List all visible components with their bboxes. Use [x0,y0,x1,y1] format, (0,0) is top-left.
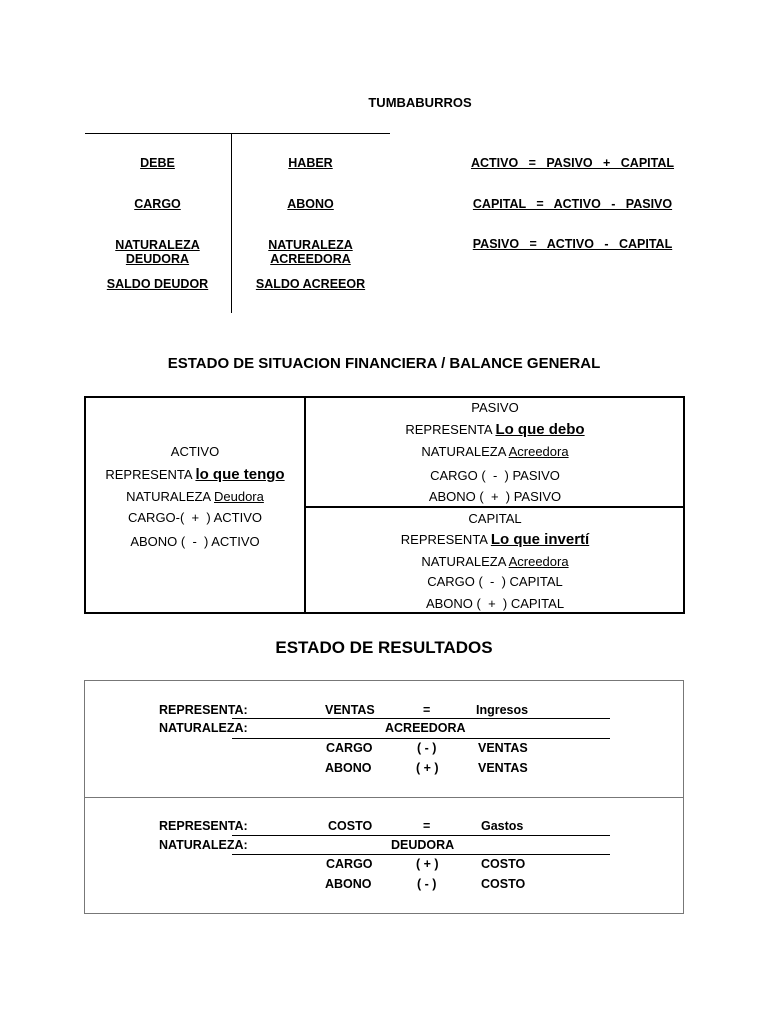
pasivo-title: PASIVO [471,400,519,415]
activo-represents [86,466,304,483]
gastos-abono-sign: ( - ) [417,877,437,891]
equation-pasivo: PASIVO = ACTIVO - CAPITAL [472,237,673,251]
gastos-nature-underline [232,854,610,855]
saldo-deudor-label: SALDO DEUDOR [106,277,209,291]
ingresos-nature: ACREEDORA [385,721,466,735]
activo-represents-prefix: REPRESENTA [105,467,196,482]
resultados-title: ESTADO DE RESULTADOS [275,638,493,657]
tumbaburros-title: TUMBABURROS [368,95,472,110]
capital-title: CAPITAL [468,511,522,526]
ingresos-cargo-target: VENTAS [478,741,528,755]
ingresos-nature-label: NATURALEZA: [159,721,248,735]
abono-label: ABONO [287,197,334,211]
activo-nature-value: Deudora [214,489,264,504]
capital-represents-prefix: REPRESENTA [400,532,491,547]
naturaleza-deudora-label: NATURALEZA DEUDORA [115,238,200,266]
gastos-nature-label: NATURALEZA: [159,838,248,852]
capital-cargo: CARGO ( - ) CAPITAL [427,574,563,589]
pasivo-cargo: CARGO ( - ) PASIVO [430,468,560,483]
ingresos-represents-label: REPRESENTA: [159,703,248,717]
equation-capital: CAPITAL = ACTIVO - PASIVO [472,197,673,211]
capital-nature-prefix: NATURALEZA [421,554,509,569]
gastos-nature: DEUDORA [391,838,455,852]
capital-represents-value: Lo que invertí [490,531,590,548]
t-account-divider [231,133,232,313]
saldo-acreedor-label: SALDO ACREEOR [255,277,366,291]
gastos-abono-label: ABONO [325,877,372,891]
cargo-label: CARGO [134,197,181,211]
gastos-cargo-sign: ( + ) [416,857,439,871]
resultados-divider [85,797,683,798]
ingresos-abono-label: ABONO [325,761,372,775]
ingresos-cargo-label: CARGO [326,741,373,755]
ingresos-abono-target: VENTAS [478,761,528,775]
ingresos-item: VENTAS [325,703,375,717]
activo-abono: ABONO ( - ) ACTIVO [130,534,260,549]
balance-horizontal-divider [305,506,684,508]
capital-represents [306,531,684,548]
gastos-abono-target: COSTO [481,877,526,891]
ingresos-nature-underline [232,738,610,739]
ingresos-equals: = [423,703,431,717]
capital-abono: ABONO ( + ) CAPITAL [425,596,565,611]
ingresos-cargo-sign: ( - ) [417,741,437,755]
pasivo-represents [306,421,684,438]
debe-label: DEBE [140,156,175,170]
activo-title: ACTIVO [170,444,220,459]
activo-nature-prefix: NATURALEZA [126,489,214,504]
t-account-top-line [85,133,390,134]
capital-nature [306,554,684,569]
activo-represents-value: lo que tengo [195,466,285,483]
gastos-represents-underline [232,835,610,836]
gastos-cargo-label: CARGO [326,857,373,871]
pasivo-represents-value: Lo que debo [495,421,585,438]
pasivo-nature-prefix: NATURALEZA [421,444,509,459]
gastos-item: COSTO [328,819,373,833]
activo-cargo: CARGO-( + ) ACTIVO [128,510,262,525]
pasivo-nature [306,444,684,459]
equation-activo: ACTIVO = PASIVO + CAPITAL [470,156,675,170]
gastos-equivalent: Gastos [481,819,524,833]
ingresos-equivalent: Ingresos [476,703,529,717]
activo-nature [86,489,304,504]
capital-nature-value: Acreedora [508,554,569,569]
ingresos-represents-underline [232,718,610,719]
balance-title: ESTADO DE SITUACION FINANCIERA / BALANCE GENERAL [167,355,601,372]
ingresos-abono-sign: ( + ) [416,761,439,775]
pasivo-nature-value: Acreedora [508,444,569,459]
pasivo-represents-prefix: REPRESENTA [405,422,496,437]
gastos-represents-label: REPRESENTA: [159,819,248,833]
haber-label: HABER [288,156,333,170]
gastos-cargo-target: COSTO [481,857,526,871]
pasivo-abono: ABONO ( + ) PASIVO [428,489,562,504]
naturaleza-acreedora-label: NATURALEZA ACREEDORA [268,238,353,266]
gastos-equals: = [423,819,431,833]
